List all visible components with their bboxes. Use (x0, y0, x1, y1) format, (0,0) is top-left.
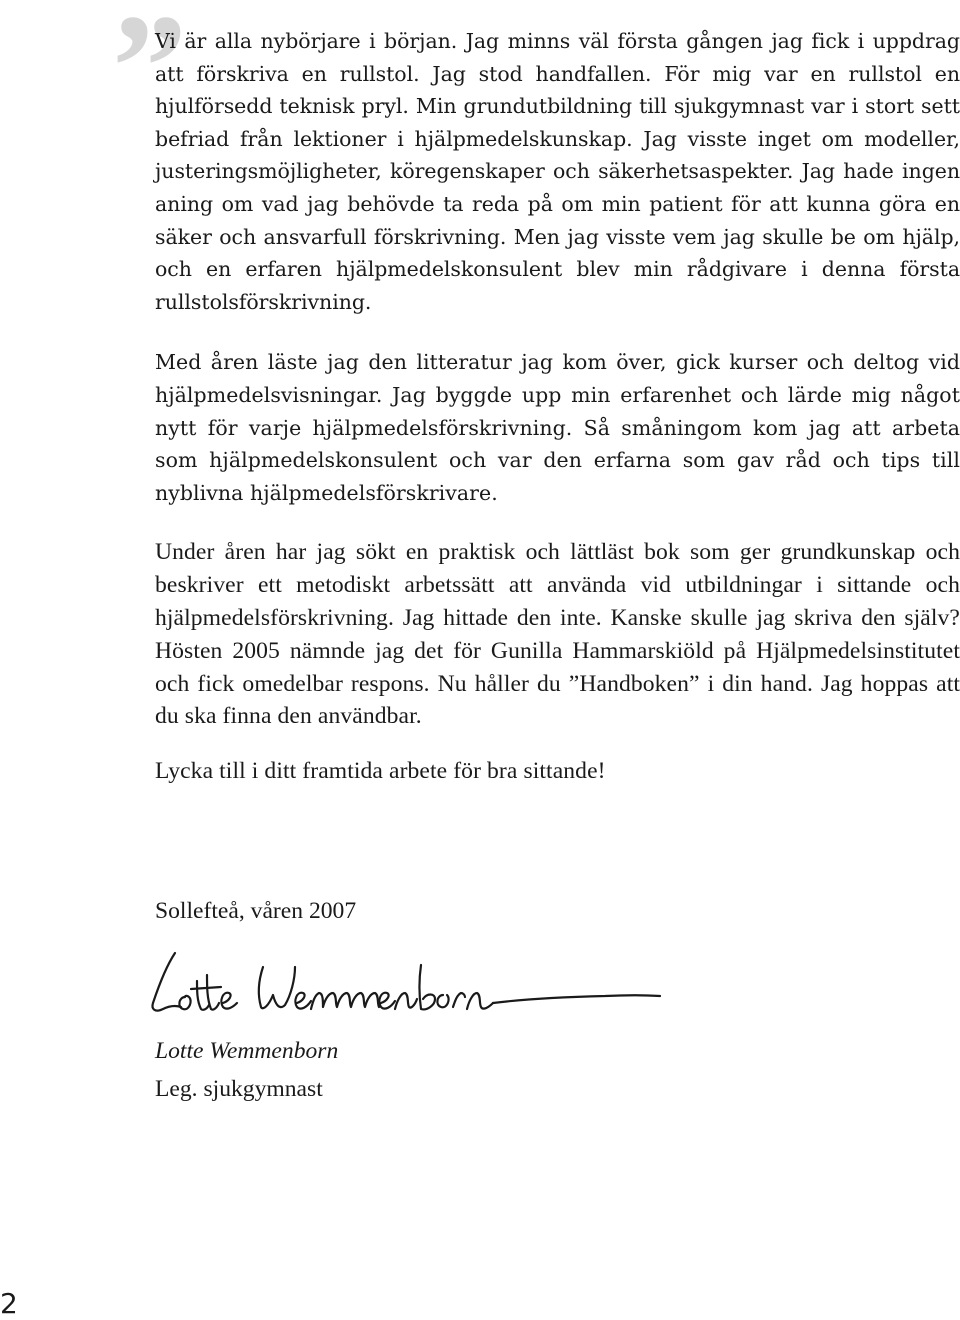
signer-title: Leg. sjukgymnast (155, 1076, 323, 1102)
place-and-date: Sollefteå, våren 2007 (155, 898, 357, 924)
paragraph-1: Vi är alla nybörjare i början. Jag minns väl första gången jag fick i uppdrag att förskriva en rullstol. Jag stod handfallen. För mig var en rullstol en hjulförsedd teknisk pryl. Min grundutbildning till sjukgymnast var i stort sett befriad från lektioner i hjälpmedelskunskap. Jag visste inget om modeller, justeringsmöjligheter, köregenskaper och säkerhetsaspekter. Jag hade ingen aning om vad jag behövde ta reda på om min patient för att kunna göra en säker och ansvarfull förskrivning. Men jag visste vem jag skulle be om hjälp, och en erfaren hjälpmedelskonsulent blev min rådgivare i denna första rullstolsförskrivning. (155, 29, 960, 314)
letter-body (155, 25, 960, 788)
paragraph-3: Under åren har jag sökt en praktisk och lättläst bok som ger grundkunskap och beskriver ett metodiskt arbetssätt att använda vid utbildningar i sittande och hjälpmedelsförskrivning. Jag hittade den inte. Kanske skulle jag skriva den själv? Hösten 2005 nämnde jag det för Gunilla Hammarskiöld på Hjälpmedelsinstitutet och fick omedelbar respons. Nu håller du ”Handboken” i din hand. Jag hoppas att du ska finna den användbar. (155, 539, 960, 730)
paragraph-2: Med åren läste jag den litteratur jag kom över, gick kurser och deltog vid hjälpmedelsvisningar. Jag byggde upp min erfarenhet och lärde mig något nytt för varje hjälpmedelsförskrivning. Så småningom kom jag att arbeta som hjälpmedelskonsulent och var den erfarna som gav råd och tips till nyblivna hjälpmedelsförskrivare. (155, 350, 960, 505)
handwritten-signature (145, 945, 670, 1025)
quote-mark-decoration: ” (112, 0, 187, 150)
paragraph-4: Lycka till i ditt framtida arbete för bra sittande! (155, 758, 606, 785)
page-number: 2 (0, 1287, 18, 1320)
signer-name: Lotte Wemmenborn (155, 1038, 339, 1064)
